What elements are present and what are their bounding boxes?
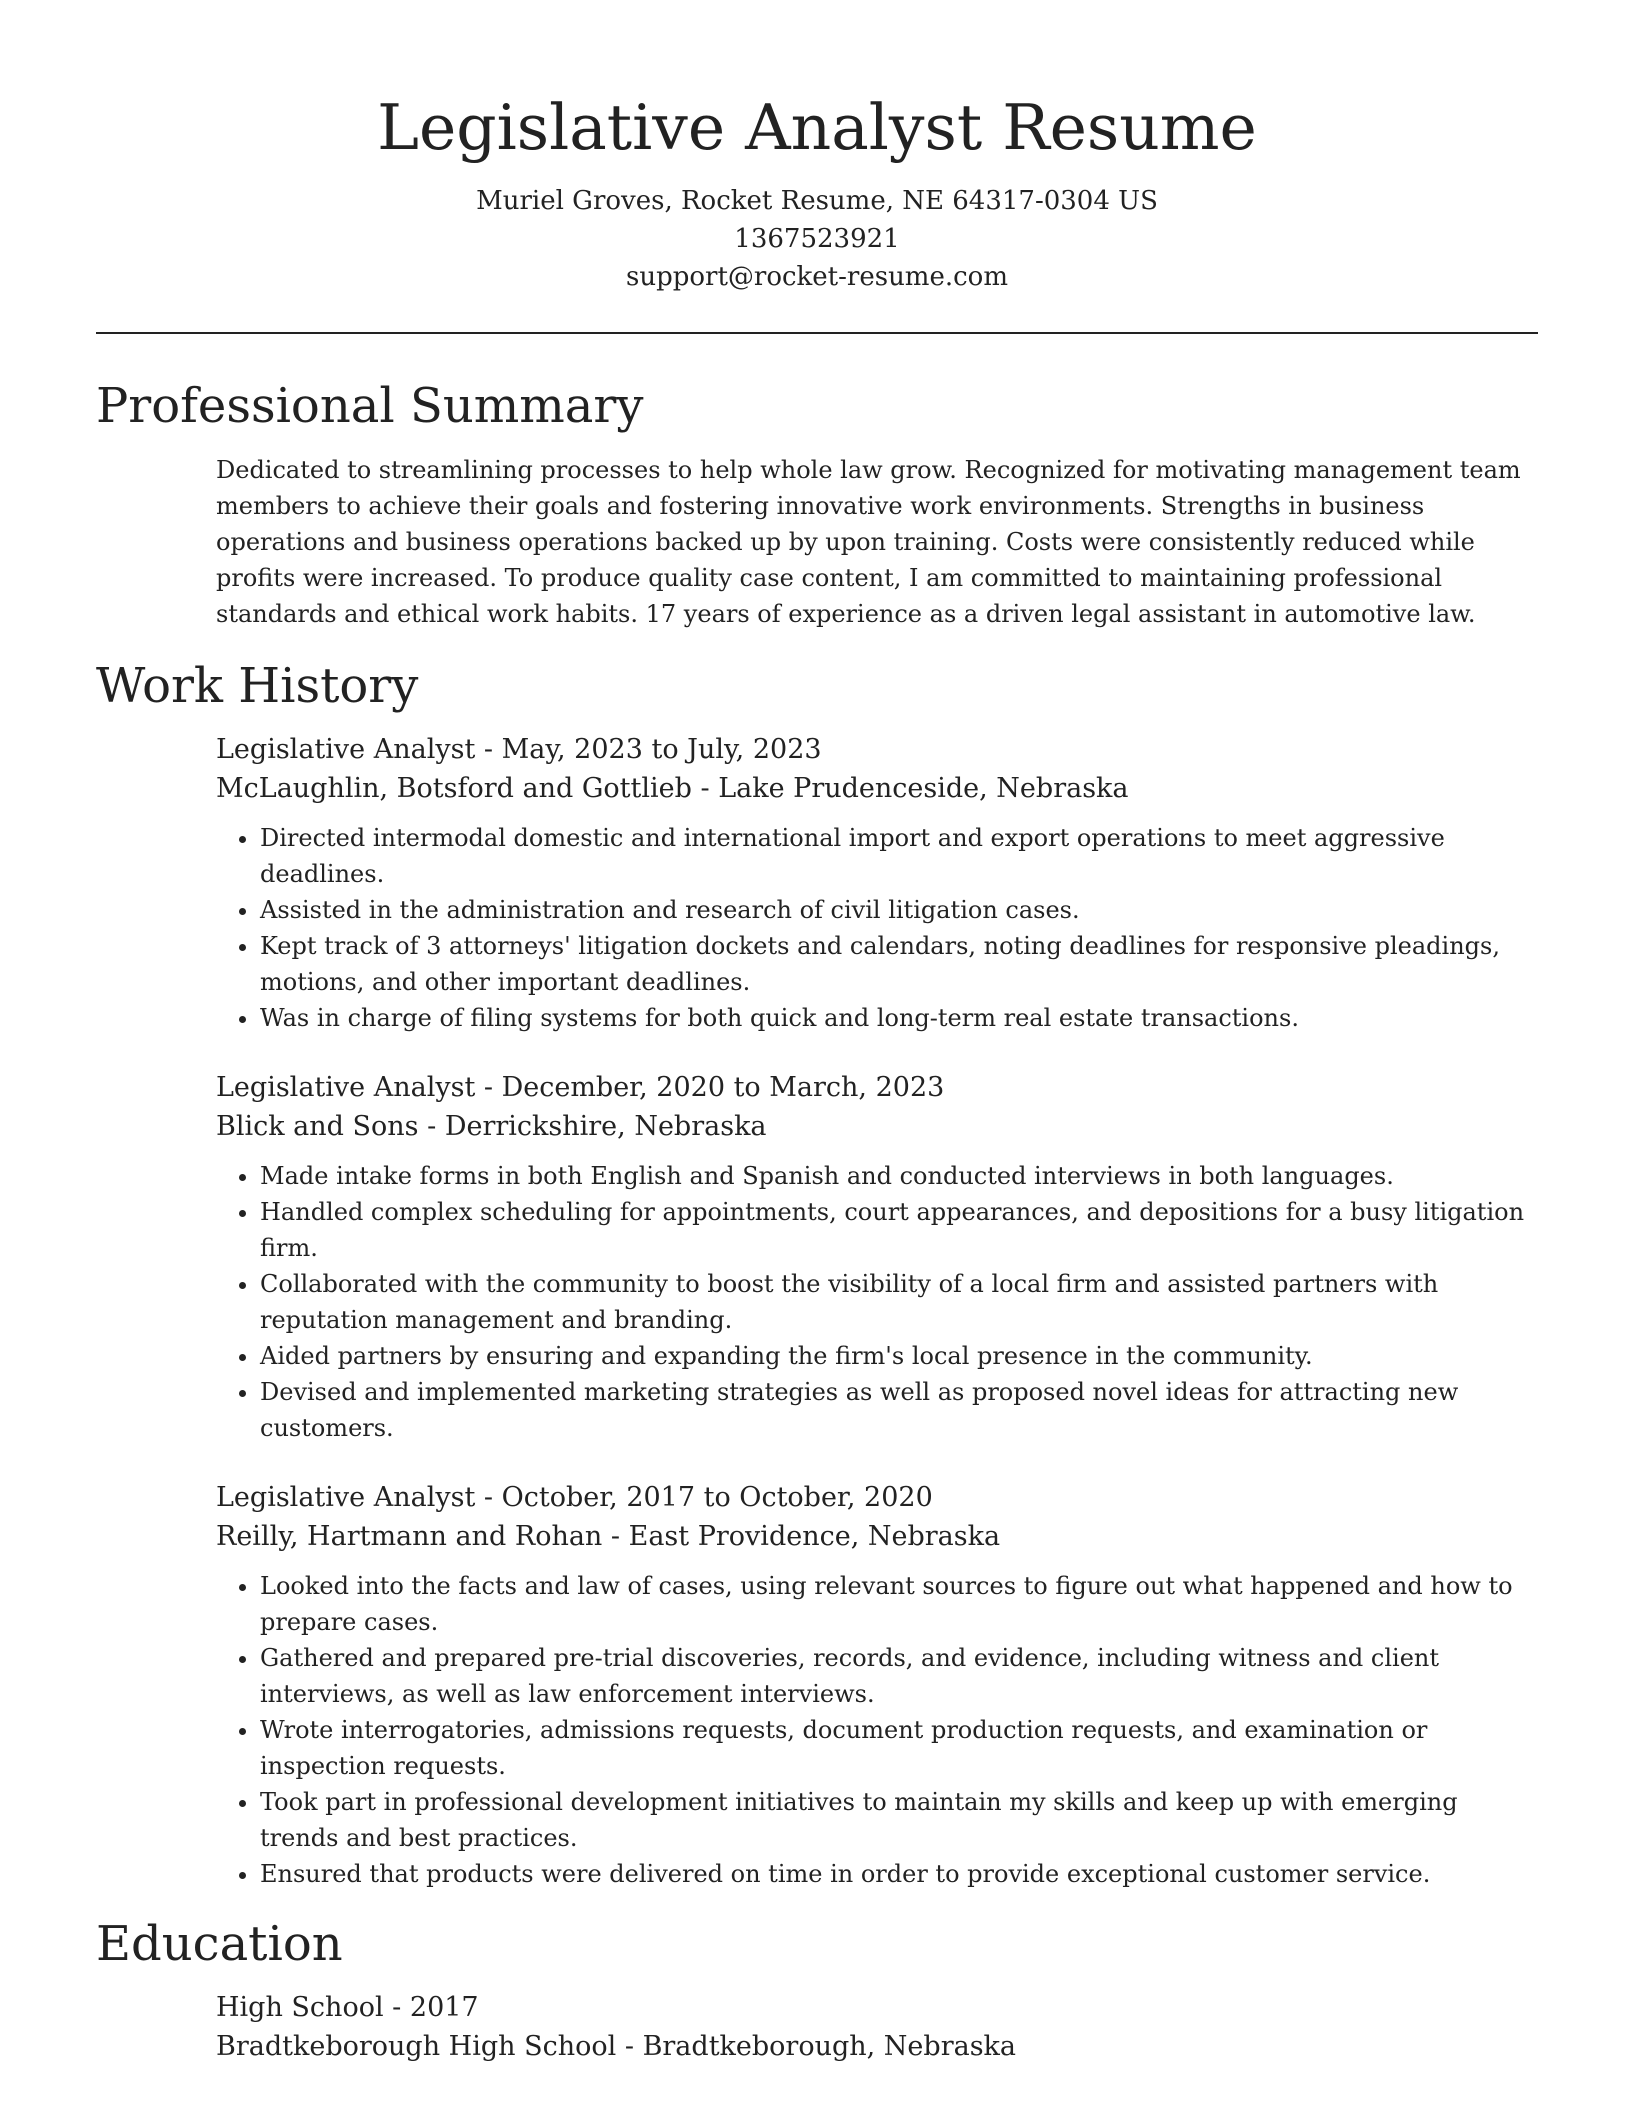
job-location: Lake Prudenceside, Nebraska — [718, 773, 1129, 804]
job-entry — [216, 1068, 1538, 1446]
education-degree: High School — [216, 1992, 384, 2023]
contact-info — [96, 182, 1538, 296]
contact-address: Muriel Groves, Rocket Resume, NE 64317-0304 US — [476, 186, 1158, 216]
job-role: Legislative Analyst — [216, 1482, 476, 1513]
list-item: • Ensured that products were delivered on time in order to provide exceptional customer service. — [260, 1856, 1538, 1892]
job-title-line: Legislative Analyst - December, 2020 to March, 2023 — [216, 1072, 945, 1103]
list-item: • Gathered and prepared pre-trial discoveries, records, and evidence, including witness and client interviews, as well as law enforcement interviews. — [260, 1640, 1538, 1712]
resume-page — [96, 0, 1538, 2066]
summary-section — [96, 374, 1538, 632]
job-title-line: Legislative Analyst - October, 2017 to October, 2020 — [216, 1482, 933, 1513]
job-company: Reilly, Hartmann and Rohan — [216, 1521, 603, 1552]
list-item: • Kept track of 3 attorneys' litigation dockets and calendars, noting deadlines for responsive pleadings, motions, and other important deadlines. — [260, 928, 1538, 1000]
list-item: • Made intake forms in both English and Spanish and conducted interviews in both languages. — [260, 1158, 1538, 1194]
job-company: Blick and Sons — [216, 1111, 419, 1142]
page-title: Legislative Analyst Resume — [377, 91, 1257, 164]
education-heading: Education — [96, 1916, 343, 1972]
contact-phone: 1367523921 — [734, 224, 900, 254]
job-title-line: Legislative Analyst - May, 2023 to July, 2023 — [216, 734, 822, 765]
list-item: • Looked into the facts and law of cases, using relevant sources to figure out what happened and how to prepare cases. — [260, 1568, 1538, 1640]
job-role: Legislative Analyst — [216, 1072, 476, 1103]
list-item: • Was in charge of filing systems for both quick and long-term real estate transactions. — [260, 1000, 1538, 1036]
work-history-heading: Work History — [96, 658, 419, 714]
resume-header — [96, 0, 1538, 296]
work-history-section — [96, 654, 1538, 1892]
list-item: • Devised and implemented marketing strategies as well as proposed novel ideas for attracting new customers. — [260, 1374, 1538, 1446]
job-location: Derrickshire, Nebraska — [444, 1111, 767, 1142]
education-school: Bradtkeborough High School — [216, 2031, 617, 2062]
list-item: • Directed intermodal domestic and international import and export operations to meet aggressive deadlines. — [260, 820, 1538, 892]
list-item: • Took part in professional development initiatives to maintain my skills and keep up with emerging trends and best practices. — [260, 1784, 1538, 1856]
education-location: Bradtkeborough, Nebraska — [642, 2031, 1017, 2062]
job-bullets — [216, 820, 1538, 1036]
job-company: McLaughlin, Botsford and Gottlieb — [216, 773, 692, 804]
summary-text: Dedicated to streamlining processes to help whole law grow. Recognized for motivating management team members to achieve their goals and fostering innovative work environments. Strengths in business operations and business operations backed up by upon training. Costs were consistently reduced while profits were increased. To produce quality case content, I am committed to maintaining professional standards and ethical work habits. 17 years of experience as a driven legal assistant in automotive law. — [216, 456, 1521, 628]
list-item: • Handled complex scheduling for appointments, court appearances, and depositions for a busy litigation firm. — [260, 1194, 1538, 1266]
header-divider — [96, 332, 1538, 334]
list-item: • Collaborated with the community to boost the visibility of a local firm and assisted partners with reputation management and branding. — [260, 1266, 1538, 1338]
education-year: 2017 — [409, 1992, 479, 2023]
list-item: • Aided partners by ensuring and expanding the firm's local presence in the community. — [260, 1338, 1538, 1374]
job-location: East Providence, Nebraska — [628, 1521, 1001, 1552]
job-entry — [216, 1478, 1538, 1892]
education-entry — [216, 1988, 1538, 2066]
job-role: Legislative Analyst — [216, 734, 476, 765]
job-company-line: McLaughlin, Botsford and Gottlieb - Lake Prudenceside, Nebraska — [216, 773, 1129, 804]
job-dates: December, 2020 to March, 2023 — [501, 1072, 945, 1103]
job-dates: May, 2023 to July, 2023 — [501, 734, 822, 765]
job-company-line: Reilly, Hartmann and Rohan - East Providence, Nebraska — [216, 1521, 1001, 1552]
job-entry — [216, 730, 1538, 1036]
list-item: • Wrote interrogatories, admissions requests, document production requests, and examination or inspection requests. — [260, 1712, 1538, 1784]
contact-email: support@rocket-resume.com — [625, 262, 1008, 292]
education-section — [96, 1912, 1538, 2066]
job-bullets — [216, 1158, 1538, 1446]
education-school-line: Bradtkeborough High School - Bradtkeborough, Nebraska — [216, 2031, 1017, 2062]
summary-heading: Professional Summary — [96, 378, 644, 434]
education-degree-line: High School - 2017 — [216, 1992, 479, 2023]
list-item: • Assisted in the administration and research of civil litigation cases. — [260, 892, 1538, 928]
job-dates: October, 2017 to October, 2020 — [501, 1482, 933, 1513]
job-company-line: Blick and Sons - Derrickshire, Nebraska — [216, 1111, 767, 1142]
job-bullets — [216, 1568, 1538, 1892]
